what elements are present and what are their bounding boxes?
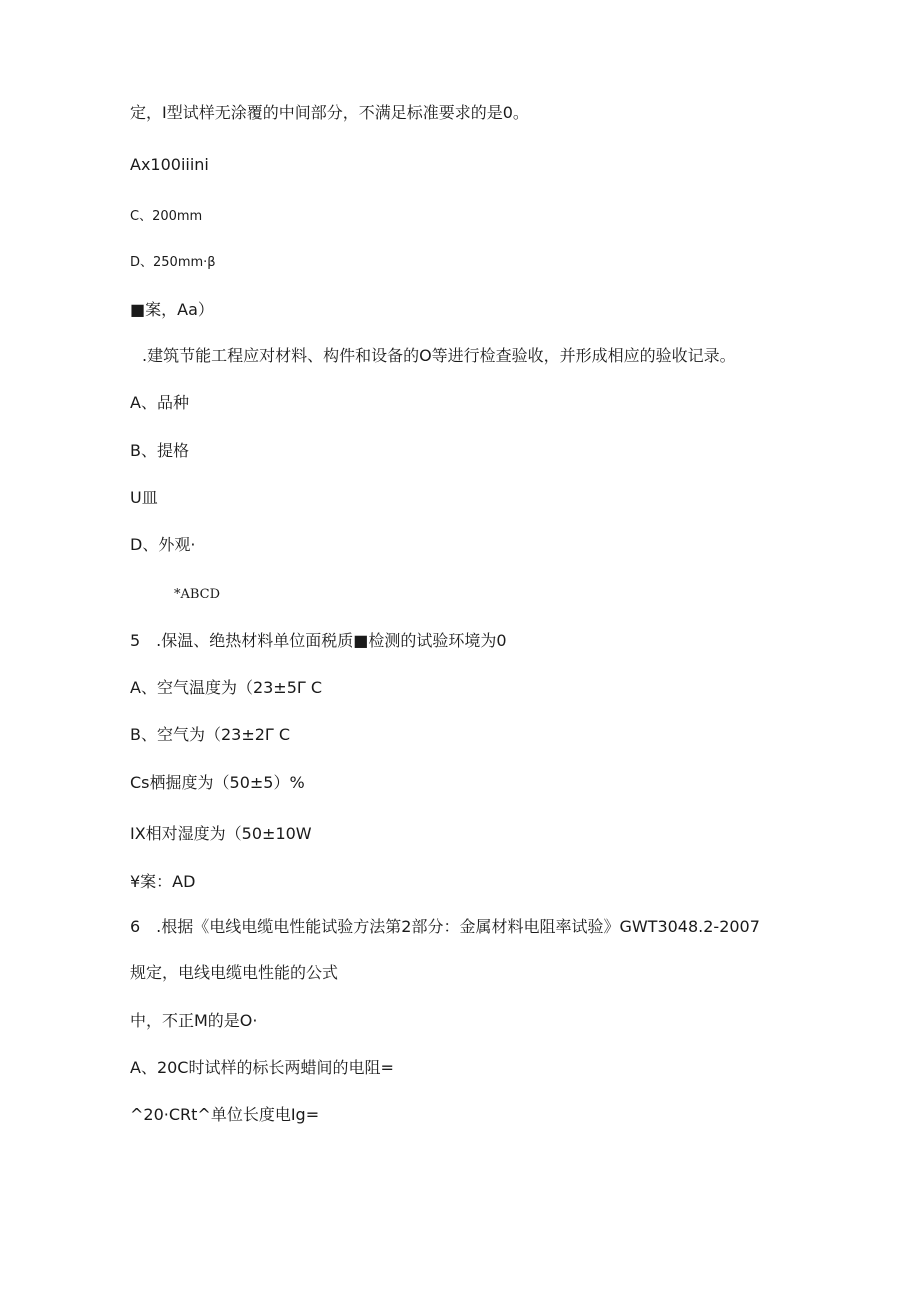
option-c: Cs栖掘度为（50±5）%	[130, 773, 305, 792]
option-d: D、250mm·β	[130, 255, 216, 270]
formula-line: ^20·CRt^单位长度电Ig=	[130, 1105, 320, 1124]
option-a: A、20C时试样的标长两蜡间的电阻=	[130, 1058, 394, 1077]
answer-line: *ABCD	[174, 587, 221, 602]
question-5-text: 5 .保温、绝热材料单位面税质■检测的试验环境为0	[130, 631, 507, 650]
option-d: D、外观·	[130, 535, 196, 554]
question-4-text: .建筑节能工程应对材料、构件和设备的O等进行检查验收，并形成相应的验收记录。	[142, 346, 736, 365]
question-6-text-cont: 中，不正M的是O·	[130, 1011, 258, 1030]
option-c: U皿	[130, 488, 158, 507]
option-b: B、空气为（23±2Γ C	[130, 725, 291, 744]
option-c: C、200mm	[130, 209, 203, 224]
answer-line: ■案，Aa）	[130, 300, 214, 319]
answer-line: ¥案：AD	[130, 872, 196, 891]
question-text-line: 定，I型试样无涂覆的中间部分，不满足标准要求的是0。	[130, 103, 529, 122]
option-b: B、提格	[130, 441, 189, 460]
question-6-text-cont: 规定，电线电缆电性能的公式	[130, 963, 339, 982]
option-a: Ax100iiini	[130, 155, 209, 174]
option-a: A、品种	[130, 393, 189, 412]
question-6-text: 6 .根据《电线电缆电性能试验方法第2部分：金属材料电阻率试验》GWT3048.2-2007	[130, 917, 760, 936]
option-d: IX相对湿度为（50±10W	[130, 824, 312, 843]
option-a: A、空气温度为（23±5Γ C	[130, 678, 323, 697]
